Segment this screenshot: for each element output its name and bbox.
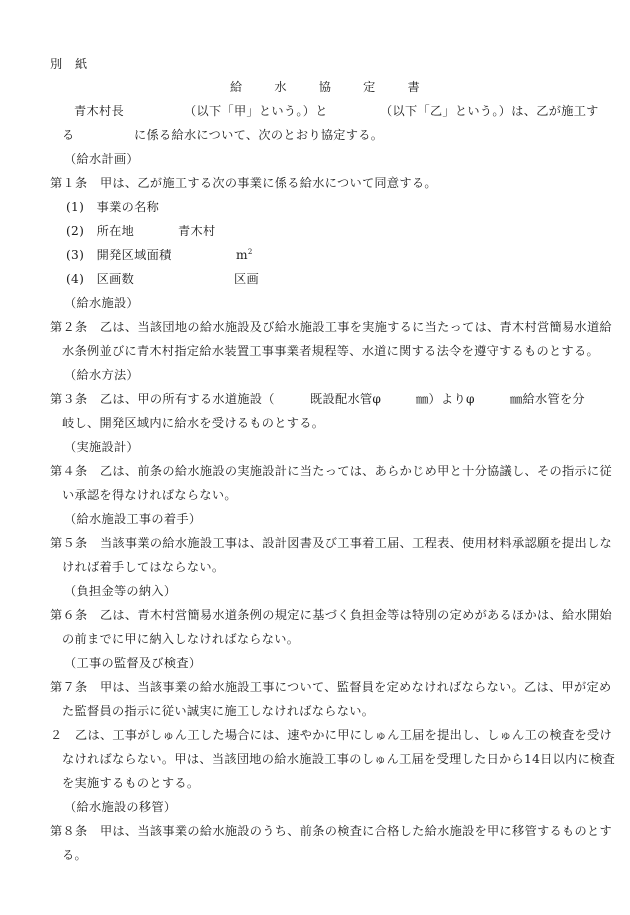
attachment-label: 別 紙 [50, 57, 88, 71]
article-7-line: た監督員の指示に従い誠実に施工しなければならない。 [62, 704, 375, 718]
article-1-text: 第１条 甲は、乙が施工する次の事業に係る給水について同意する。 [50, 176, 437, 190]
party-a-definition: （以下「甲」という。）と [184, 104, 328, 118]
list-item: (4) 区画数 [66, 272, 135, 286]
party-b-definition: （以下「乙」という。）は、乙が施工す [380, 104, 599, 118]
article-8-line: 第８条 甲は、当該事業の給水施設のうち、前条の検査に合格した給水施設を甲に移管するものとす [50, 824, 612, 838]
title-char: 書 [407, 80, 420, 94]
article-caption: （給水施設の移管） [64, 800, 177, 814]
article-7-paragraph-2: なければならない。甲は、当該団地の給水施設工事のしゅん工届を受理した日から14日以内に検査 [62, 752, 616, 766]
lot-unit: 区画 [234, 272, 259, 286]
article-4-line: 第４条 乙は、前条の給水施設の実施設計に当たっては、あらかじめ甲と十分協議し、その指示に従 [50, 464, 612, 478]
intro-line2-start: る [62, 128, 75, 142]
article-caption: （給水施設工事の着手） [64, 512, 202, 526]
article-7-paragraph-2: を実施するものとする。 [62, 776, 200, 790]
title-char: 定 [363, 80, 376, 94]
article-caption: （工事の監督及び検査） [64, 656, 202, 670]
article-3-pipe-unit: ㎜）よりφ [416, 392, 475, 406]
article-3-service-pipe: ㎜給水管を分 [510, 392, 585, 406]
article-7-paragraph-2: ２ 乙は、工事がしゅん工した場合には、速やかに甲にしゅん工届を提出し、しゅん工の検査を受け [50, 728, 612, 742]
article-caption: （給水方法） [64, 368, 139, 382]
article-8-line: る。 [62, 848, 87, 862]
article-5-line: ければ着手してはならない。 [62, 560, 225, 574]
article-2-line: 水条例並びに青木村指定給水装置工事事業者規程等、水道に関する法令を遵守するものとする。 [62, 344, 599, 358]
article-7-line: 第７条 甲は、当該事業の給水施設工事について、監督員を定めなければならない。乙は、甲が定め [50, 680, 612, 694]
area-unit-sup: 2 [247, 247, 253, 256]
article-caption: （給水計画） [64, 152, 139, 166]
article-2-line: 第２条 乙は、当該団地の給水施設及び給水施設工事を実施するに当たっては、青木村営簡易水道給 [50, 320, 612, 334]
article-caption: （実施設計） [64, 440, 139, 454]
title-char: 協 [318, 80, 332, 94]
location-value: 青木村 [178, 224, 216, 238]
intro-line2: に係る給水について、次のとおり協定する。 [134, 128, 384, 142]
title-char: 水 [274, 80, 287, 94]
article-4-line: い承認を得なければならない。 [62, 488, 237, 502]
area-unit-base: m [236, 248, 248, 262]
article-6-line: の前までに甲に納入しなければならない。 [62, 632, 300, 646]
list-item: (1) 事業の名称 [66, 200, 160, 214]
article-5-line: 第５条 当該事業の給水施設工事は、設計図書及び工事着工届、工程表、使用材料承認願を提出しな [50, 536, 612, 550]
title-char: 給 [230, 80, 243, 94]
document-title [230, 79, 420, 95]
article-3-line: 岐し、開発区域内に給水を受けるものとする。 [62, 416, 325, 430]
article-3-pipe: 既設配水管φ [310, 392, 382, 406]
list-item: (2) 所在地 [66, 224, 135, 238]
article-caption: （給水施設） [64, 296, 139, 310]
party-a-name: 青木村長 [74, 104, 124, 118]
list-item: (3) 開発区域面積 [66, 248, 172, 262]
article-6-line: 第６条 乙は、青木村営簡易水道条例の規定に基づく負担金等は特別の定めがあるほかは、給水開始 [50, 608, 612, 622]
area-unit [236, 247, 253, 263]
article-caption: （負担金等の納入） [64, 584, 177, 598]
article-3-line: 第３条 乙は、甲の所有する水道施設（ [50, 392, 275, 406]
